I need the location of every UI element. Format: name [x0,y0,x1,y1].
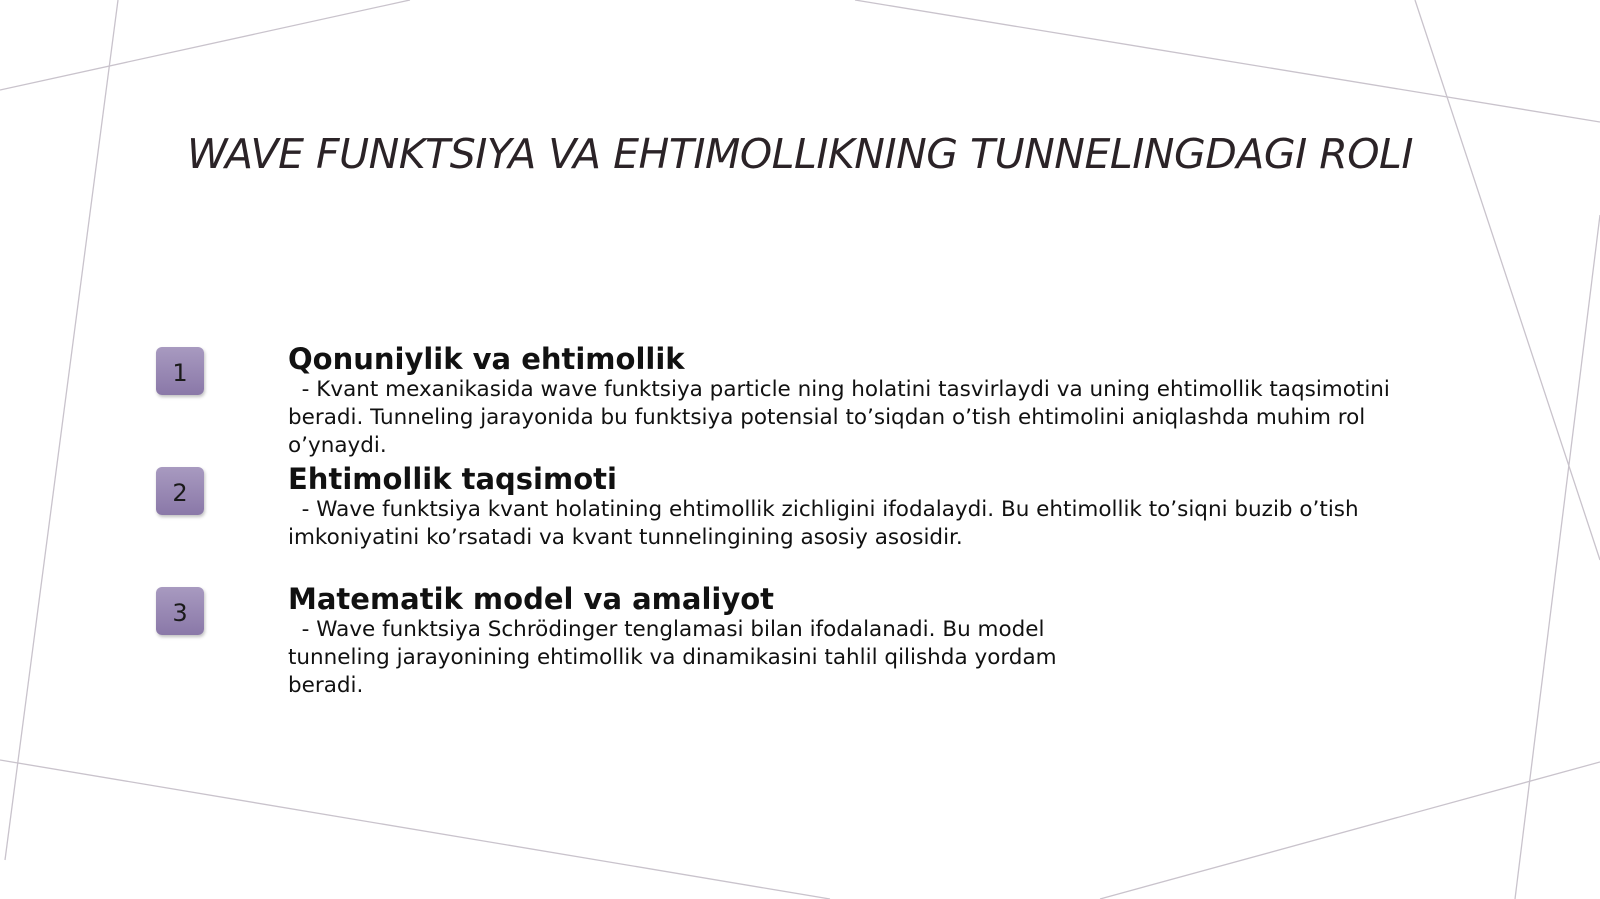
item-description: - Kvant mexanikasida wave funktsiya particle ning holatini tasvirlaydi va uning ehtimollik taqsimotini beradi. Tunneling jarayonida bu funktsiya potensial to’siqdan o’tish ehtimolini aniqlashda muhim rol o’ynaydi. [288,377,1397,458]
number-badge: 1 [156,347,204,395]
item-content [288,462,1398,552]
item-heading: Ehtimollik taqsimoti [288,462,617,496]
item-heading: Matematik model va amaliyot [288,582,775,616]
slide-title: WAVE FUNKTSIYA VA EHTIMOLLIKNING TUNNELINGDAGI ROLI [187,130,1413,178]
item-description: - Wave funktsiya kvant holatining ehtimollik zichligini ifodalaydi. Bu ehtimollik to’siqni buzib o’tish imkoniyatini ko’rsatadi va kvant tunnelingining asosiy asosidir. [288,497,1366,550]
item-heading: Qonuniylik va ehtimollik [288,342,685,376]
item-content [288,342,1408,460]
number-badge: 3 [156,587,204,635]
item-description: - Wave funktsiya Schrödinger tenglamasi bilan ifodalanadi. Bu model tunneling jarayonining ehtimollik va dinamikasini tahlil qilishda yordam beradi. [288,617,1064,698]
number-badge: 2 [156,467,204,515]
item-content [288,582,1078,700]
